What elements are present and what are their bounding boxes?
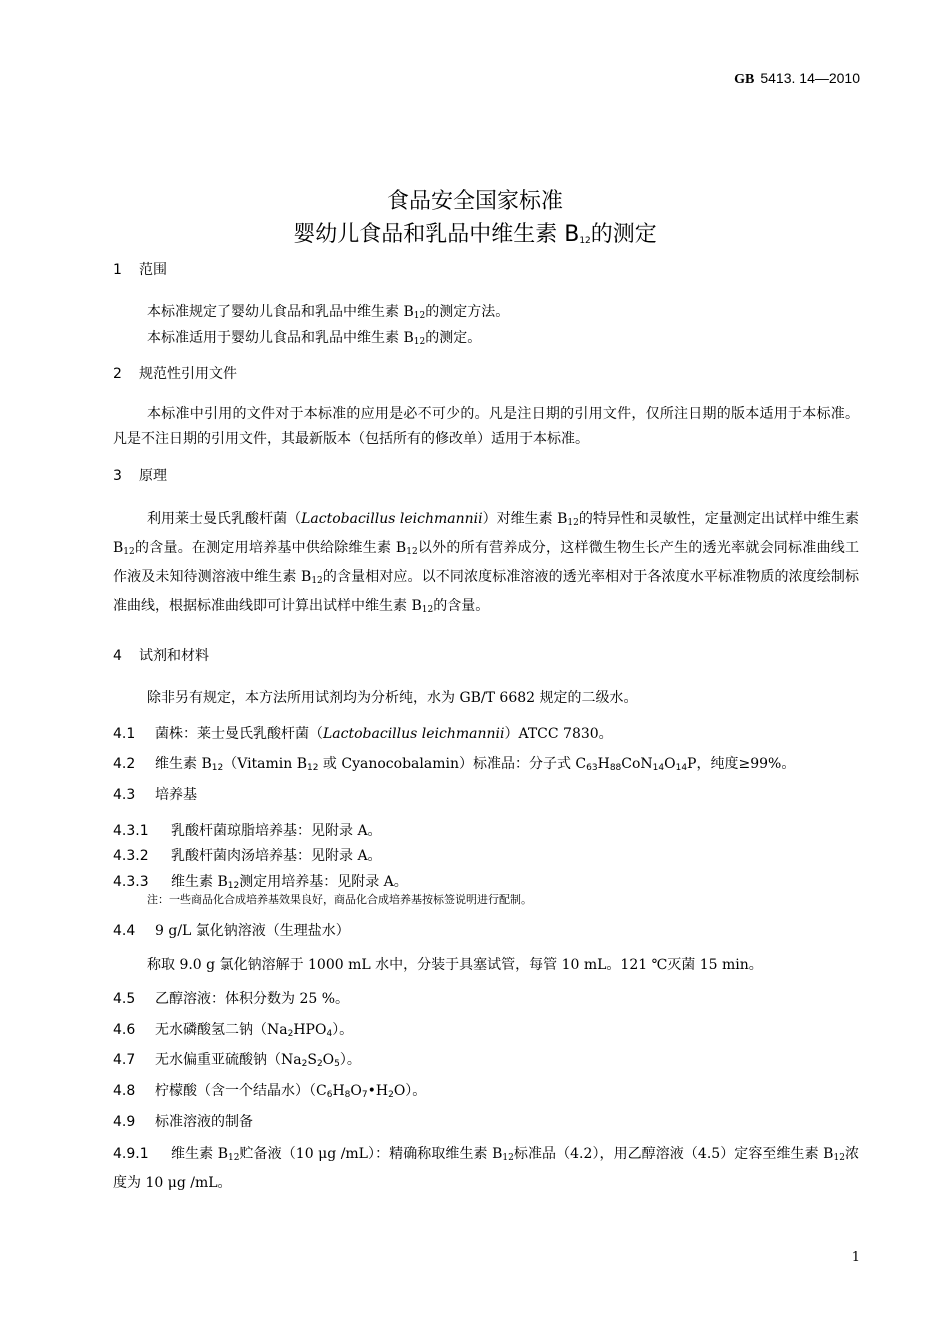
standard-code-header — [734, 70, 860, 88]
item-4-2: 4.2 维生素 $B_{12}(Vitamin$ $B_{12}$ 或 Cyanocobalamin）标准品：分子式 $C_{63}H_{88}CoN_{14}O_{14}P$，纯度≥99%。 — [113, 756, 796, 773]
item-4-9: 4.9 标准溶液的制备 — [113, 1114, 253, 1130]
item-4-3-3: 4.3.3 维生素 $B_{12}$测定用培养基：见附录 A。 — [113, 874, 408, 891]
section-1-para-2: 本标准适用于婴幼儿食品和乳品中维生素 $B_{12}$的测定。 — [147, 330, 482, 347]
section-2-para: 本标准中引用的文件对于本标准的应用是必不可少的。凡是注日期的引用文件，仅所注日期的版本适用于本标准。凡是不注日期的引用文件，其最新版本（包括所有的修改单）适用于本标准。 — [113, 406, 859, 447]
section-3-heading: 3 原理 — [113, 468, 167, 484]
item-4-7: 4.7 无水偏重亚硫酸钠$(Na_2S_2O_5)$。 — [113, 1052, 361, 1069]
item-4-6: 4.6 无水磷酸氢二钠$(Na_2HPO_4)$。 — [113, 1022, 354, 1039]
page-number: 1 — [851, 1250, 860, 1265]
section-3-para: 利用莱士曼氏乳酸杆菌（Lactobacillus leichmannii）对维生素 $B_{12}$的特异性和灵敏性，定量测定出试样中维生素 $B_{12}$的含量。在测定用培养基中供给除维生素 $B_{12}$以外的所有营养成分，这样微生物生长产生的透光率就会同标准曲线工作液及未知待测溶液中维生素 $B_{12}$的含量相对应。以不同浓度标准溶液的透光率相对于各浓度水平标准物质的浓度绘制标准曲线，根据标准曲线即可计算出试样中维生素 $B_{12}$的含量。 — [113, 511, 860, 615]
item-4-4: 4.4 9 g/L 氯化钠溶液（生理盐水） — [113, 923, 350, 939]
item-4-3-2: 4.3.2 乳酸杆菌肉汤培养基：见附录 A。 — [113, 848, 382, 864]
item-4-4-para: 称取 9.0 g 氯化钠溶解于 1000 mL 水中，分装于具塞试管，每管 10 mL。121 ℃灭菌 15 min。 — [147, 957, 763, 973]
standard-prefix: GB — [734, 72, 755, 87]
item-4-9-1: 4.9.1 维生素 $B_{12}$贮备液（10 μg /mL）：精确称取维生素 $B_{12}$标准品（4.2），用乙醇溶液（4.5）定容至维生素 $B_{12}$浓度为 10 μg /mL。 — [113, 1146, 859, 1191]
section-1-heading: 1 范围 — [113, 262, 167, 278]
standard-number: 5413. 14—2010 — [760, 70, 860, 86]
item-4-1: 4.1 菌株：莱士曼氏乳酸杆菌（Lactobacillus leichmannii）ATCC 7830。 — [113, 726, 613, 742]
title-line-1: 食品安全国家标准 — [386, 189, 563, 214]
item-4-3: 4.3 培养基 — [113, 787, 197, 803]
section-4-intro: 除非另有规定，本方法所用试剂均为分析纯，水为 GB/T 6682 规定的二级水。 — [147, 690, 638, 706]
note: 注：一些商品化合成培养基效果良好，商品化合成培养基按标签说明进行配制。 — [147, 893, 532, 906]
item-4-8: 4.8 柠檬酸（含一个结晶水）$(C_6H_8O_7•H_2O)$。 — [113, 1083, 427, 1100]
section-4-heading: 4 试剂和材料 — [113, 648, 209, 664]
section-2-heading: 2 规范性引用文件 — [113, 366, 237, 382]
section-1-para-1: 本标准规定了婴幼儿食品和乳品中维生素 $B_{12}$的测定方法。 — [147, 304, 510, 321]
item-4-5: 4.5 乙醇溶液：体积分数为 25 %。 — [113, 991, 350, 1007]
item-4-3-1: 4.3.1 乳酸杆菌琼脂培养基：见附录 A。 — [113, 823, 382, 839]
title-line-2: 婴幼儿食品和乳品中维生素 $B_{12}$的测定 — [293, 222, 657, 247]
